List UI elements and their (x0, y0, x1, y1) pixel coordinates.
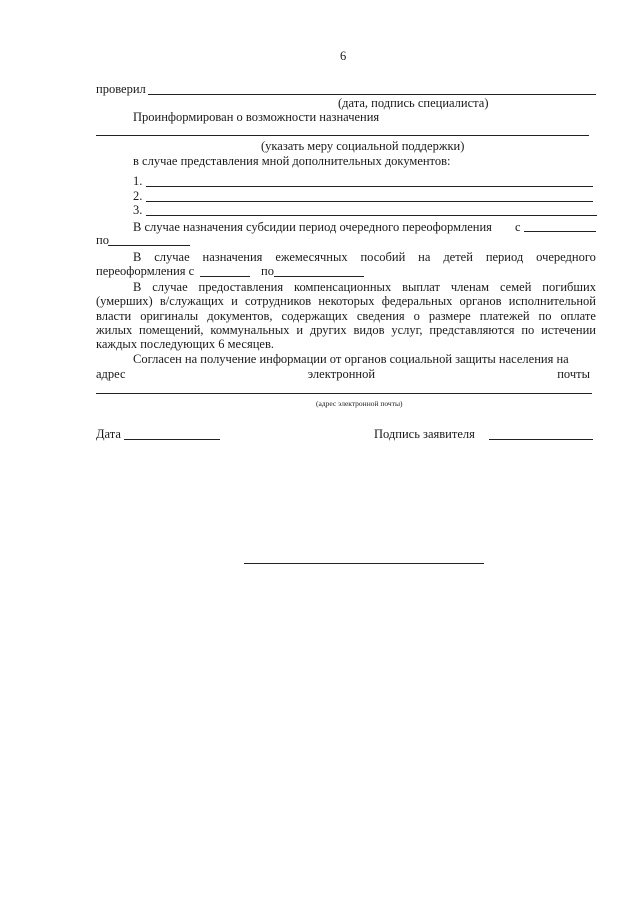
email-caption: (адрес электронной почты) (316, 399, 403, 408)
benefits-from-line[interactable] (200, 276, 250, 277)
doc-item-2-line[interactable] (146, 201, 593, 202)
date-line[interactable] (124, 439, 220, 440)
end-divider-line (244, 563, 484, 564)
consent-line-2: адрес электронной почты (96, 367, 590, 381)
subsidy-to-label: по (96, 233, 109, 247)
comp-line-4: жилых помещений, коммунальных и других видов услуг, представляются по истечении (96, 323, 596, 337)
measure-caption: (указать меру социальной поддержки) (261, 139, 465, 153)
doc-item-1-number: 1. (133, 174, 143, 188)
page-number: 6 (340, 49, 347, 63)
measure-line[interactable] (96, 135, 589, 136)
comp-line-2: (умерших) в/служащих и сотрудников некоторых федеральных органов исполнительной (96, 294, 596, 308)
signature-line[interactable] (489, 439, 593, 440)
comp-line-1: В случае предоставления компенсационных выплат членам семей погибших (133, 280, 596, 294)
doc-item-3-number: 3. (133, 203, 143, 217)
extra-docs-label: в случае представления мной дополнительных документов: (133, 154, 451, 168)
benefits-to-line[interactable] (274, 276, 364, 277)
benefits-line-2-from: переоформления с (96, 264, 195, 278)
checked-label: проверил (96, 82, 146, 96)
subsidy-from-label: с (515, 220, 521, 234)
doc-item-2-number: 2. (133, 189, 143, 203)
comp-line-3: власти оригиналы документов, содержащих сведения о размере платежей по оплате (96, 309, 596, 323)
benefits-line-2-to: по (261, 264, 274, 278)
email-line[interactable] (96, 393, 592, 394)
signature-label: Подпись заявителя (374, 427, 475, 441)
benefits-line-1: В случае назначения ежемесячных пособий на детей период очередного (133, 250, 596, 264)
comp-line-5: каждых последующих 6 месяцев. (96, 337, 274, 351)
subsidy-to-line[interactable] (108, 245, 190, 246)
subsidy-from-line[interactable] (524, 231, 596, 232)
subsidy-text: В случае назначения субсидии период очередного переоформления (133, 220, 492, 234)
informed-label: Проинформирован о возможности назначения (133, 110, 380, 124)
consent-line-1: Согласен на получение информации от органов социальной защиты населения на (133, 352, 569, 366)
checked-caption: (дата, подпись специалиста) (338, 96, 489, 110)
doc-item-1-line[interactable] (146, 186, 593, 187)
doc-item-3-line[interactable] (146, 215, 597, 216)
checked-signature-line[interactable] (148, 94, 596, 95)
date-label: Дата (96, 427, 121, 441)
